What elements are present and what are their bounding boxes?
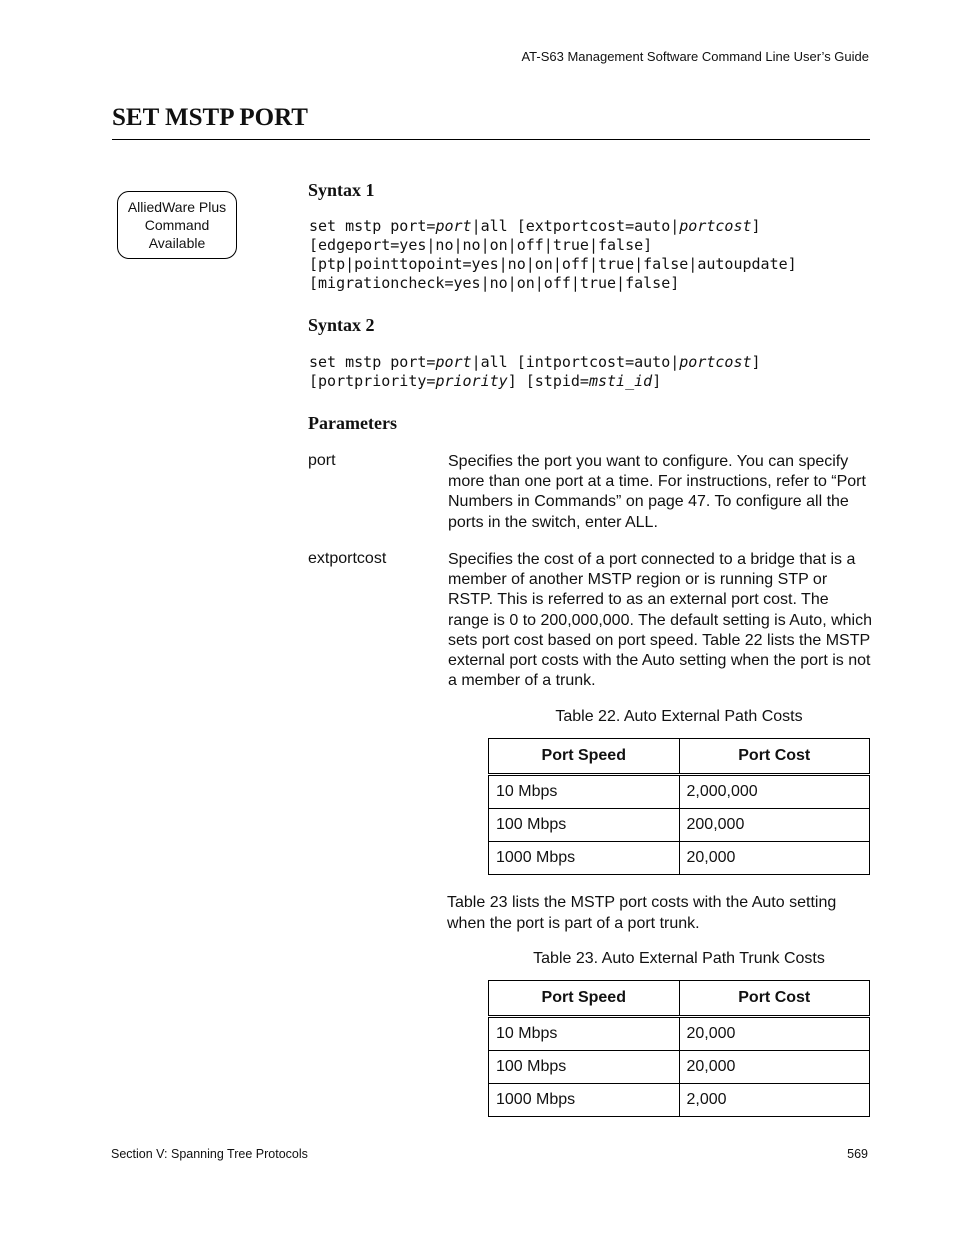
badge-line-1: AlliedWare Plus (127, 199, 227, 215)
code-segment: set mstp port= (309, 217, 436, 235)
table23-caption: Table 23. Auto External Path Trunk Costs (533, 950, 825, 967)
page-title: SET MSTP PORT (112, 104, 308, 131)
syntax1-code (309, 217, 797, 293)
table-row (489, 842, 870, 875)
syntax1-line-1 (309, 217, 797, 236)
table-header-row (489, 739, 870, 775)
table-row (489, 1017, 870, 1051)
syntax1-line-2: [edgeport=yes|no|no|on|off|true|false] (309, 236, 653, 254)
running-header: AT-S63 Management Software Command Line User’s Guide (521, 49, 869, 64)
syntax1-line-4: [migrationcheck=yes|no|on|off|true|false] (309, 274, 680, 292)
footer-page-number: 569 (847, 1147, 868, 1161)
syntax2-line-2 (309, 372, 761, 391)
param-desc-port: Specifies the port you want to configure. You can specify more than one port at a time. For instructions, refer to “Port Numbers in Commands” on page 47. To configure all the ports in the switch, enter ALL. (448, 453, 866, 531)
syntax2-heading: Syntax 2 (308, 315, 375, 335)
code-segment: [portpriority= (309, 372, 436, 390)
code-variable: priority (435, 372, 508, 390)
code-segment: |all [extportcost=auto| (471, 217, 680, 235)
table-header: Port Speed (489, 981, 680, 1017)
table-cell: 10 Mbps (489, 775, 680, 809)
code-variable: port (435, 217, 472, 235)
table-row (489, 1051, 870, 1084)
table-cell: 10 Mbps (489, 1017, 680, 1051)
badge-line-3: Available (148, 235, 206, 251)
syntax1-line-3: [ptp|pointtopoint=yes|no|on|off|true|false|autoupdate] (309, 255, 797, 273)
alliedware-plus-badge (117, 191, 237, 259)
code-variable: port (435, 353, 472, 371)
syntax2-line-1 (309, 353, 761, 372)
code-segment: ] (751, 353, 761, 371)
code-segment: ] [stpid= (507, 372, 589, 390)
table-cell: 100 Mbps (489, 809, 680, 842)
table-cell: 20,000 (679, 1017, 870, 1051)
code-variable: portcost (679, 217, 752, 235)
table-cell: 1000 Mbps (489, 1084, 680, 1117)
param-desc-extportcost: Specifies the cost of a port connected to a bridge that is a member of another MSTP region or is running STP or RSTP. This is referred to as an external port cost. The range is 0 to 200,000,000. The default setting is Auto, which sets port cost based on port speed. Table 22 lists the MSTP external port costs with the Auto setting when the port is not a member of a trunk. (448, 551, 872, 690)
syntax2-code (309, 353, 761, 391)
title-rule (112, 139, 870, 140)
param-name-port: port (308, 452, 336, 469)
parameters-heading: Parameters (308, 413, 397, 433)
code-segment: set mstp port= (309, 353, 436, 371)
table22 (488, 738, 870, 875)
table-cell: 2,000,000 (679, 775, 870, 809)
table-header: Port Cost (679, 981, 870, 1017)
table-cell: 1000 Mbps (489, 842, 680, 875)
table-header-row (489, 981, 870, 1017)
code-segment: |all [intportcost=auto| (471, 353, 680, 371)
code-variable: msti_id (588, 372, 653, 390)
table-cell: 200,000 (679, 809, 870, 842)
table23 (488, 980, 870, 1117)
code-segment: ] (751, 217, 761, 235)
table-cell: 2,000 (679, 1084, 870, 1117)
table-row (489, 775, 870, 809)
table-cell: 20,000 (679, 842, 870, 875)
param-name-extportcost: extportcost (308, 550, 387, 567)
badge-line-2: Command (144, 217, 210, 233)
table22-caption: Table 22. Auto External Path Costs (555, 708, 803, 725)
footer-section: Section V: Spanning Tree Protocols (111, 1147, 308, 1161)
table-header: Port Cost (679, 739, 870, 775)
table-header: Port Speed (489, 739, 680, 775)
table-row (489, 809, 870, 842)
table23-intro-text: Table 23 lists the MSTP port costs with the Auto setting when the port is part of a port trunk. (447, 894, 837, 932)
code-variable: portcost (679, 353, 752, 371)
table-cell: 20,000 (679, 1051, 870, 1084)
syntax1-heading: Syntax 1 (308, 180, 375, 200)
code-segment: ] (652, 372, 662, 390)
table-row (489, 1084, 870, 1117)
table-cell: 100 Mbps (489, 1051, 680, 1084)
